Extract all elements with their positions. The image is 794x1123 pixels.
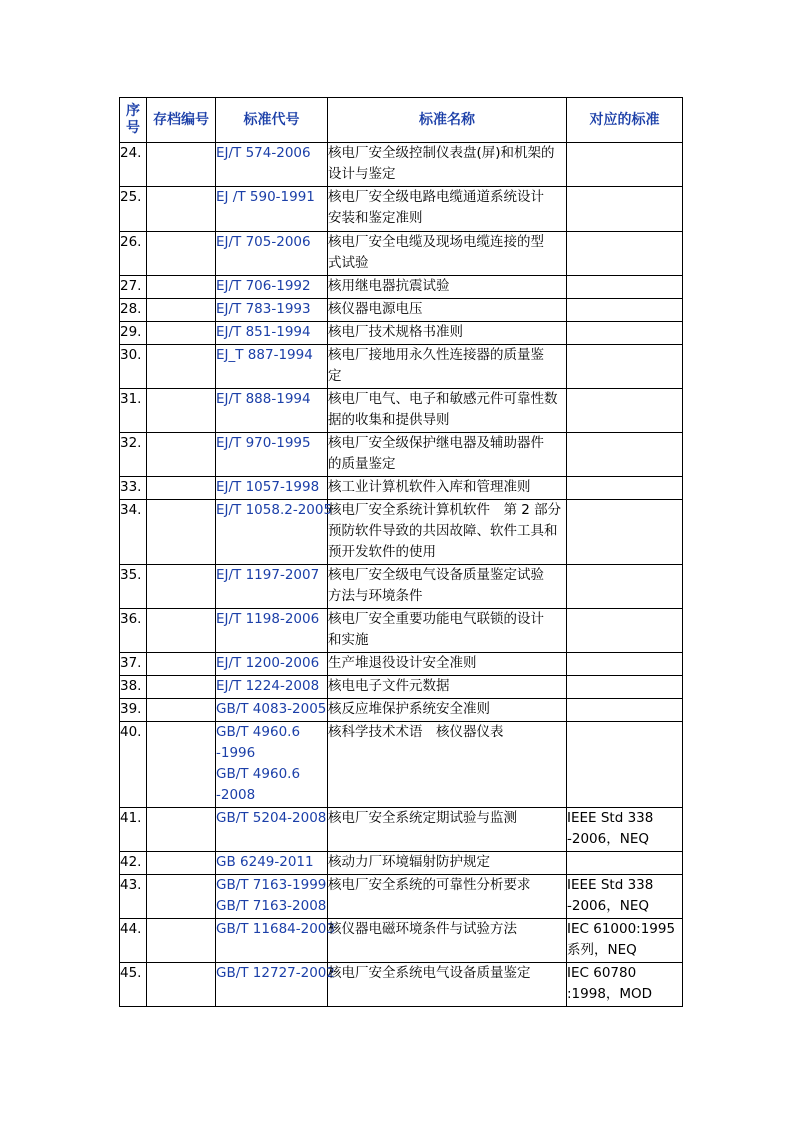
standard-code-cell-line: -1996 xyxy=(216,745,256,761)
standard-name-cell-line: 核电厂安全级保护继电器及辅助器件 xyxy=(328,435,544,451)
standard-code-cell-line: EJ/T 1058.2-2005 xyxy=(216,502,333,518)
standard-name-cell-line: 和实施 xyxy=(328,632,369,648)
corresponding-standard-cell-line: -2006，NEQ xyxy=(567,831,649,847)
header-archive-number: 存档编号 xyxy=(147,98,216,143)
standard-code-cell-line: EJ_T 887-1994 xyxy=(216,347,313,363)
standard-name-cell-line: 方法与环境条件 xyxy=(328,588,423,604)
standard-code-cell-line: EJ/T 706-1992 xyxy=(216,278,311,294)
standard-name-cell-line: 核仪器电源电压 xyxy=(328,301,423,317)
archive-number-cell xyxy=(147,722,216,808)
row-number: 28. xyxy=(120,299,147,322)
standard-code-cell xyxy=(216,609,328,653)
standard-name-cell xyxy=(328,653,567,676)
standard-code-cell xyxy=(216,389,328,433)
archive-number-cell xyxy=(147,852,216,875)
corresponding-standard-cell xyxy=(567,699,683,722)
archive-number-cell xyxy=(147,676,216,699)
standard-name-cell-line: 核动力厂环境辐射防护规定 xyxy=(328,854,490,870)
row-number: 33. xyxy=(120,477,147,500)
table-row xyxy=(120,433,683,477)
standard-code-cell xyxy=(216,232,328,276)
corresponding-standard-cell xyxy=(567,232,683,276)
standard-code-cell-line: EJ/T 574-2006 xyxy=(216,145,311,161)
standard-name-cell-line: 预防软件导致的共因故障、软件工具和 xyxy=(328,523,558,539)
archive-number-cell xyxy=(147,389,216,433)
standard-code-cell xyxy=(216,433,328,477)
standard-code-cell-line: EJ/T 851-1994 xyxy=(216,324,311,340)
corresponding-standard-cell xyxy=(567,322,683,345)
standard-code-cell-line: EJ/T 970-1995 xyxy=(216,435,311,451)
standard-code-cell xyxy=(216,345,328,389)
corresponding-standard-cell-line: IEC 61000:1995 xyxy=(567,921,676,937)
standard-code-cell xyxy=(216,852,328,875)
standard-code-cell xyxy=(216,699,328,722)
corresponding-standard-cell-line: IEEE Std 338 xyxy=(567,877,654,893)
standard-name-cell-line: 核电厂安全系统计算机软件 第 2 部分 xyxy=(328,502,562,518)
standard-name-cell-line: 预开发软件的使用 xyxy=(328,544,436,560)
row-number: 40. xyxy=(120,722,147,808)
row-number: 41. xyxy=(120,808,147,852)
standard-code-cell-line: EJ/T 1057-1998 xyxy=(216,479,320,495)
corresponding-standard-cell xyxy=(567,565,683,609)
standard-code-cell-line: EJ/T 1197-2007 xyxy=(216,567,320,583)
row-number: 25. xyxy=(120,187,147,232)
row-number: 36. xyxy=(120,609,147,653)
table-row xyxy=(120,963,683,1007)
header-seq: 序号 xyxy=(120,98,147,143)
standard-name-cell xyxy=(328,345,567,389)
standard-name-cell-line: 核电厂电气、电子和敏感元件可靠性数 xyxy=(328,391,558,407)
standard-code-cell-line: EJ/T 783-1993 xyxy=(216,301,311,317)
standard-name-cell xyxy=(328,276,567,299)
table-row xyxy=(120,676,683,699)
table-row xyxy=(120,477,683,500)
standard-name-cell-line: 式试验 xyxy=(328,255,369,271)
corresponding-standard-cell xyxy=(567,808,683,852)
row-number: 37. xyxy=(120,653,147,676)
standard-code-cell xyxy=(216,676,328,699)
standard-name-cell-line: 核电厂安全级控制仪表盘(屏)和机架的 xyxy=(328,145,555,161)
standard-name-cell-line: 核电厂安全系统的可靠性分析要求 xyxy=(328,877,531,893)
corresponding-standard-cell xyxy=(567,722,683,808)
table-row xyxy=(120,699,683,722)
corresponding-standard-cell-line: IEEE Std 338 xyxy=(567,810,654,826)
standard-name-cell xyxy=(328,143,567,187)
standard-code-cell-line: EJ/T 1198-2006 xyxy=(216,611,320,627)
table-row xyxy=(120,500,683,565)
row-number: 27. xyxy=(120,276,147,299)
corresponding-standard-cell xyxy=(567,433,683,477)
archive-number-cell xyxy=(147,232,216,276)
archive-number-cell xyxy=(147,187,216,232)
row-number: 44. xyxy=(120,919,147,963)
standard-name-cell-line: 核用继电器抗震试验 xyxy=(328,278,450,294)
table-row xyxy=(120,609,683,653)
standard-code-cell xyxy=(216,187,328,232)
standard-name-cell-line: 核电厂安全重要功能电气联锁的设计 xyxy=(328,611,544,627)
standard-name-cell-line: 核工业计算机软件入库和管理准则 xyxy=(328,479,531,495)
corresponding-standard-cell-line: IEC 60780 xyxy=(567,965,637,981)
standard-code-cell-line: GB 6249-2011 xyxy=(216,854,314,870)
standard-name-cell-line: 安装和鉴定准则 xyxy=(328,210,423,226)
corresponding-standard-cell xyxy=(567,477,683,500)
standard-name-cell xyxy=(328,565,567,609)
standard-name-cell-line: 定 xyxy=(328,368,342,384)
table-row xyxy=(120,852,683,875)
standard-code-cell xyxy=(216,299,328,322)
corresponding-standard-cell xyxy=(567,676,683,699)
standard-code-cell-line: GB/T 5204-2008 xyxy=(216,810,327,826)
standard-name-cell xyxy=(328,808,567,852)
row-number: 30. xyxy=(120,345,147,389)
standard-name-cell-line: 核电厂安全系统电气设备质量鉴定 xyxy=(328,965,531,981)
corresponding-standard-cell xyxy=(567,963,683,1007)
standard-code-cell-line: GB/T 4960.6 xyxy=(216,766,301,782)
standard-code-cell xyxy=(216,722,328,808)
standard-name-cell xyxy=(328,963,567,1007)
standard-name-cell xyxy=(328,299,567,322)
corresponding-standard-cell xyxy=(567,299,683,322)
standard-name-cell xyxy=(328,676,567,699)
table-row xyxy=(120,143,683,187)
row-number: 26. xyxy=(120,232,147,276)
table-row xyxy=(120,722,683,808)
corresponding-standard-cell xyxy=(567,919,683,963)
standard-code-cell xyxy=(216,875,328,919)
table-row xyxy=(120,875,683,919)
archive-number-cell xyxy=(147,299,216,322)
corresponding-standard-cell xyxy=(567,276,683,299)
archive-number-cell xyxy=(147,477,216,500)
standard-code-cell xyxy=(216,565,328,609)
standard-name-cell-line: 核电厂安全级电气设备质量鉴定试验 xyxy=(328,567,544,583)
corresponding-standard-cell-line: :1998，MOD xyxy=(567,986,653,1002)
standard-code-cell xyxy=(216,808,328,852)
corresponding-standard-cell xyxy=(567,143,683,187)
archive-number-cell xyxy=(147,500,216,565)
corresponding-standard-cell xyxy=(567,609,683,653)
row-number: 42. xyxy=(120,852,147,875)
header-standard-name: 标准名称 xyxy=(328,98,567,143)
table-row xyxy=(120,919,683,963)
table-body xyxy=(120,143,683,1007)
corresponding-standard-cell xyxy=(567,389,683,433)
corresponding-standard-cell xyxy=(567,653,683,676)
standard-code-cell xyxy=(216,919,335,963)
header-corresponding-standard: 对应的标准 xyxy=(567,98,683,143)
archive-number-cell xyxy=(147,433,216,477)
archive-number-cell xyxy=(147,919,216,963)
standard-code-cell xyxy=(216,500,333,565)
standard-code-cell xyxy=(216,963,335,1007)
standard-code-cell xyxy=(216,477,328,500)
standard-name-cell xyxy=(328,500,567,565)
standard-name-cell-line: 核电电子文件元数据 xyxy=(328,678,450,694)
archive-number-cell xyxy=(147,609,216,653)
standard-code-cell-line: -2008 xyxy=(216,787,256,803)
standard-code-cell-line: GB/T 7163-1999 xyxy=(216,877,327,893)
standard-name-cell xyxy=(328,433,567,477)
standard-name-cell xyxy=(328,322,567,345)
corresponding-standard-cell-line: -2006，NEQ xyxy=(567,898,649,914)
row-number: 39. xyxy=(120,699,147,722)
standard-code-cell xyxy=(216,322,328,345)
row-number: 31. xyxy=(120,389,147,433)
table-row xyxy=(120,345,683,389)
row-number: 34. xyxy=(120,500,147,565)
standard-name-cell-line: 的质量鉴定 xyxy=(328,456,396,472)
standard-code-cell-line: EJ/T 1200-2006 xyxy=(216,655,320,671)
standard-name-cell xyxy=(328,722,567,808)
standard-name-cell xyxy=(328,187,567,232)
table-row xyxy=(120,808,683,852)
archive-number-cell xyxy=(147,322,216,345)
corresponding-standard-cell xyxy=(567,345,683,389)
standard-name-cell xyxy=(328,389,567,433)
standard-name-cell-line: 核电厂安全电缆及现场电缆连接的型 xyxy=(328,234,544,250)
standard-name-cell xyxy=(328,699,567,722)
standard-name-cell-line: 核电厂技术规格书准则 xyxy=(328,324,463,340)
standard-name-cell-line: 核反应堆保护系统安全准则 xyxy=(328,701,490,717)
archive-number-cell xyxy=(147,963,216,1007)
standard-name-cell xyxy=(328,852,567,875)
archive-number-cell xyxy=(147,276,216,299)
table-row xyxy=(120,653,683,676)
table-row xyxy=(120,565,683,609)
row-number: 32. xyxy=(120,433,147,477)
table-row xyxy=(120,276,683,299)
archive-number-cell xyxy=(147,808,216,852)
corresponding-standard-cell xyxy=(567,852,683,875)
row-number: 45. xyxy=(120,963,147,1007)
standard-code-cell xyxy=(216,143,328,187)
archive-number-cell xyxy=(147,699,216,722)
standard-name-cell-line: 核科学技术术语 核仪器仪表 xyxy=(328,724,504,740)
standard-name-cell-line: 核电厂安全级电路电缆通道系统设计 xyxy=(328,189,544,205)
standard-name-cell-line: 据的收集和提供导则 xyxy=(328,412,450,428)
archive-number-cell xyxy=(147,875,216,919)
standard-name-cell-line: 生产堆退役设计安全准则 xyxy=(328,655,477,671)
standards-table xyxy=(119,97,683,1007)
row-number: 29. xyxy=(120,322,147,345)
standard-code-cell-line: GB/T 11684-2003 xyxy=(216,921,335,937)
table-row xyxy=(120,322,683,345)
header-standard-code: 标准代号 xyxy=(216,98,328,143)
table-row xyxy=(120,187,683,232)
table-row xyxy=(120,232,683,276)
corresponding-standard-cell xyxy=(567,875,683,919)
standard-name-cell xyxy=(328,875,567,919)
corresponding-standard-cell xyxy=(567,500,683,565)
row-number: 35. xyxy=(120,565,147,609)
standard-name-cell-line: 核电厂安全系统定期试验与监测 xyxy=(328,810,517,826)
standard-name-cell-line: 核电厂接地用永久性连接器的质量鉴 xyxy=(328,347,544,363)
archive-number-cell xyxy=(147,345,216,389)
corresponding-standard-cell-line: 系列，NEQ xyxy=(567,942,637,958)
table-row xyxy=(120,389,683,433)
header-row xyxy=(120,98,683,143)
corresponding-standard-cell xyxy=(567,187,683,232)
row-number: 24. xyxy=(120,143,147,187)
standard-code-cell-line: EJ/T 705-2006 xyxy=(216,234,311,250)
standard-code-cell-line: GB/T 7163-2008 xyxy=(216,898,327,914)
standard-code-cell-line: EJ/T 1224-2008 xyxy=(216,678,320,694)
archive-number-cell xyxy=(147,653,216,676)
row-number: 38. xyxy=(120,676,147,699)
standard-name-cell xyxy=(328,477,567,500)
row-number: 43. xyxy=(120,875,147,919)
table-row xyxy=(120,299,683,322)
standard-name-cell xyxy=(328,609,567,653)
standard-name-cell xyxy=(328,232,567,276)
standard-code-cell-line: GB/T 4960.6 xyxy=(216,724,301,740)
standard-code-cell-line: EJ/T 888-1994 xyxy=(216,391,311,407)
standard-code-cell xyxy=(216,276,328,299)
standard-name-cell-line: 设计与鉴定 xyxy=(328,166,396,182)
standard-name-cell-line: 核仪器电磁环境条件与试验方法 xyxy=(328,921,517,937)
standard-code-cell xyxy=(216,653,328,676)
archive-number-cell xyxy=(147,565,216,609)
standard-code-cell-line: GB/T 12727-2002 xyxy=(216,965,335,981)
standard-code-cell-line: GB/T 4083-2005 xyxy=(216,701,327,717)
standard-name-cell xyxy=(328,919,567,963)
archive-number-cell xyxy=(147,143,216,187)
standard-code-cell-line: EJ /T 590-1991 xyxy=(216,189,315,205)
